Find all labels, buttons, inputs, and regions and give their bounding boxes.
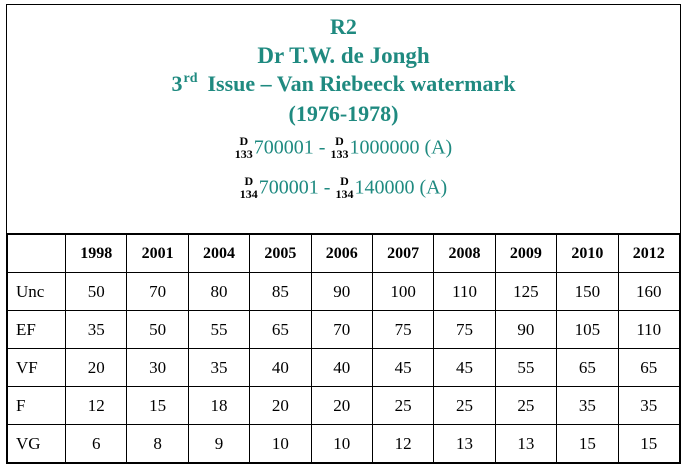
table-row bbox=[8, 349, 680, 387]
year-header: 2005 bbox=[250, 234, 311, 273]
price-cell: 65 bbox=[618, 349, 679, 387]
price-cell: 18 bbox=[188, 387, 249, 425]
price-cell: 50 bbox=[66, 273, 127, 311]
price-cell: 65 bbox=[557, 349, 618, 387]
price-cell: 15 bbox=[557, 425, 618, 463]
price-cell: 25 bbox=[495, 387, 556, 425]
price-cell: 40 bbox=[250, 349, 311, 387]
issue-title bbox=[7, 71, 680, 97]
table-header-row bbox=[8, 234, 680, 273]
grade-label: F bbox=[8, 387, 66, 425]
issue-text: Issue – Van Riebeeck watermark bbox=[207, 71, 516, 96]
table-row bbox=[8, 425, 680, 463]
price-cell: 12 bbox=[372, 425, 433, 463]
grade-label: VF bbox=[8, 349, 66, 387]
price-cell: 13 bbox=[434, 425, 495, 463]
year-header: 2012 bbox=[618, 234, 679, 273]
price-cell: 110 bbox=[618, 311, 679, 349]
price-cell: 35 bbox=[188, 349, 249, 387]
issue-years: (1976-1978) bbox=[288, 101, 399, 126]
price-cell: 30 bbox=[127, 349, 188, 387]
grade-label: Unc bbox=[8, 273, 66, 311]
issue-number: 3 bbox=[171, 71, 183, 96]
price-cell: 20 bbox=[250, 387, 311, 425]
price-cell: 110 bbox=[434, 273, 495, 311]
table-corner-cell bbox=[8, 234, 66, 273]
price-cell: 25 bbox=[372, 387, 433, 425]
price-cell: 35 bbox=[618, 387, 679, 425]
price-cell: 13 bbox=[495, 425, 556, 463]
year-header: 2001 bbox=[127, 234, 188, 273]
price-cell: 10 bbox=[250, 425, 311, 463]
price-cell: 75 bbox=[372, 311, 433, 349]
serial-prefix: D 133 bbox=[330, 134, 349, 161]
price-cell: 160 bbox=[618, 273, 679, 311]
issue-suffix: rd bbox=[183, 71, 198, 86]
price-cell: 75 bbox=[434, 311, 495, 349]
grade-label: VG bbox=[8, 425, 66, 463]
serial-prefix: D 134 bbox=[239, 174, 258, 201]
price-list-document bbox=[6, 4, 681, 464]
price-cell: 15 bbox=[618, 425, 679, 463]
serial-start: 700001 - bbox=[258, 176, 331, 199]
note-header bbox=[7, 5, 680, 233]
price-cell: 10 bbox=[311, 425, 372, 463]
price-cell: 55 bbox=[495, 349, 556, 387]
price-table bbox=[7, 233, 680, 463]
price-cell: 20 bbox=[311, 387, 372, 425]
price-cell: 45 bbox=[372, 349, 433, 387]
table-row bbox=[8, 311, 680, 349]
serial-end: 140000 (A) bbox=[354, 176, 448, 199]
price-cell: 85 bbox=[250, 273, 311, 311]
price-cell: 45 bbox=[434, 349, 495, 387]
year-header: 2006 bbox=[311, 234, 372, 273]
price-cell: 25 bbox=[434, 387, 495, 425]
price-cell: 90 bbox=[311, 273, 372, 311]
serial-prefix: D 133 bbox=[234, 134, 253, 161]
price-cell: 20 bbox=[66, 349, 127, 387]
note-code: R2 bbox=[330, 14, 357, 39]
price-cell: 8 bbox=[127, 425, 188, 463]
price-cell: 125 bbox=[495, 273, 556, 311]
serial-range-2 bbox=[7, 175, 680, 201]
price-cell: 90 bbox=[495, 311, 556, 349]
year-header: 2008 bbox=[434, 234, 495, 273]
price-cell: 6 bbox=[66, 425, 127, 463]
year-header: 2004 bbox=[188, 234, 249, 273]
price-cell: 15 bbox=[127, 387, 188, 425]
serial-prefix: D 134 bbox=[335, 174, 354, 201]
price-cell: 9 bbox=[188, 425, 249, 463]
price-cell: 100 bbox=[372, 273, 433, 311]
price-cell: 105 bbox=[557, 311, 618, 349]
price-cell: 40 bbox=[311, 349, 372, 387]
price-cell: 150 bbox=[557, 273, 618, 311]
price-cell: 80 bbox=[188, 273, 249, 311]
table-row bbox=[8, 273, 680, 311]
year-header: 2009 bbox=[495, 234, 556, 273]
price-cell: 12 bbox=[66, 387, 127, 425]
signatory-name: Dr T.W. de Jongh bbox=[257, 43, 430, 68]
price-cell: 70 bbox=[127, 273, 188, 311]
price-cell: 70 bbox=[311, 311, 372, 349]
year-header: 2010 bbox=[557, 234, 618, 273]
year-header: 2007 bbox=[372, 234, 433, 273]
serial-end: 1000000 (A) bbox=[349, 136, 453, 159]
price-cell: 35 bbox=[66, 311, 127, 349]
price-cell: 65 bbox=[250, 311, 311, 349]
year-header: 1998 bbox=[66, 234, 127, 273]
price-cell: 50 bbox=[127, 311, 188, 349]
price-cell: 35 bbox=[557, 387, 618, 425]
grade-label: EF bbox=[8, 311, 66, 349]
serial-range-1 bbox=[7, 135, 680, 161]
serial-start: 700001 - bbox=[253, 136, 326, 159]
table-row bbox=[8, 387, 680, 425]
price-cell: 55 bbox=[188, 311, 249, 349]
